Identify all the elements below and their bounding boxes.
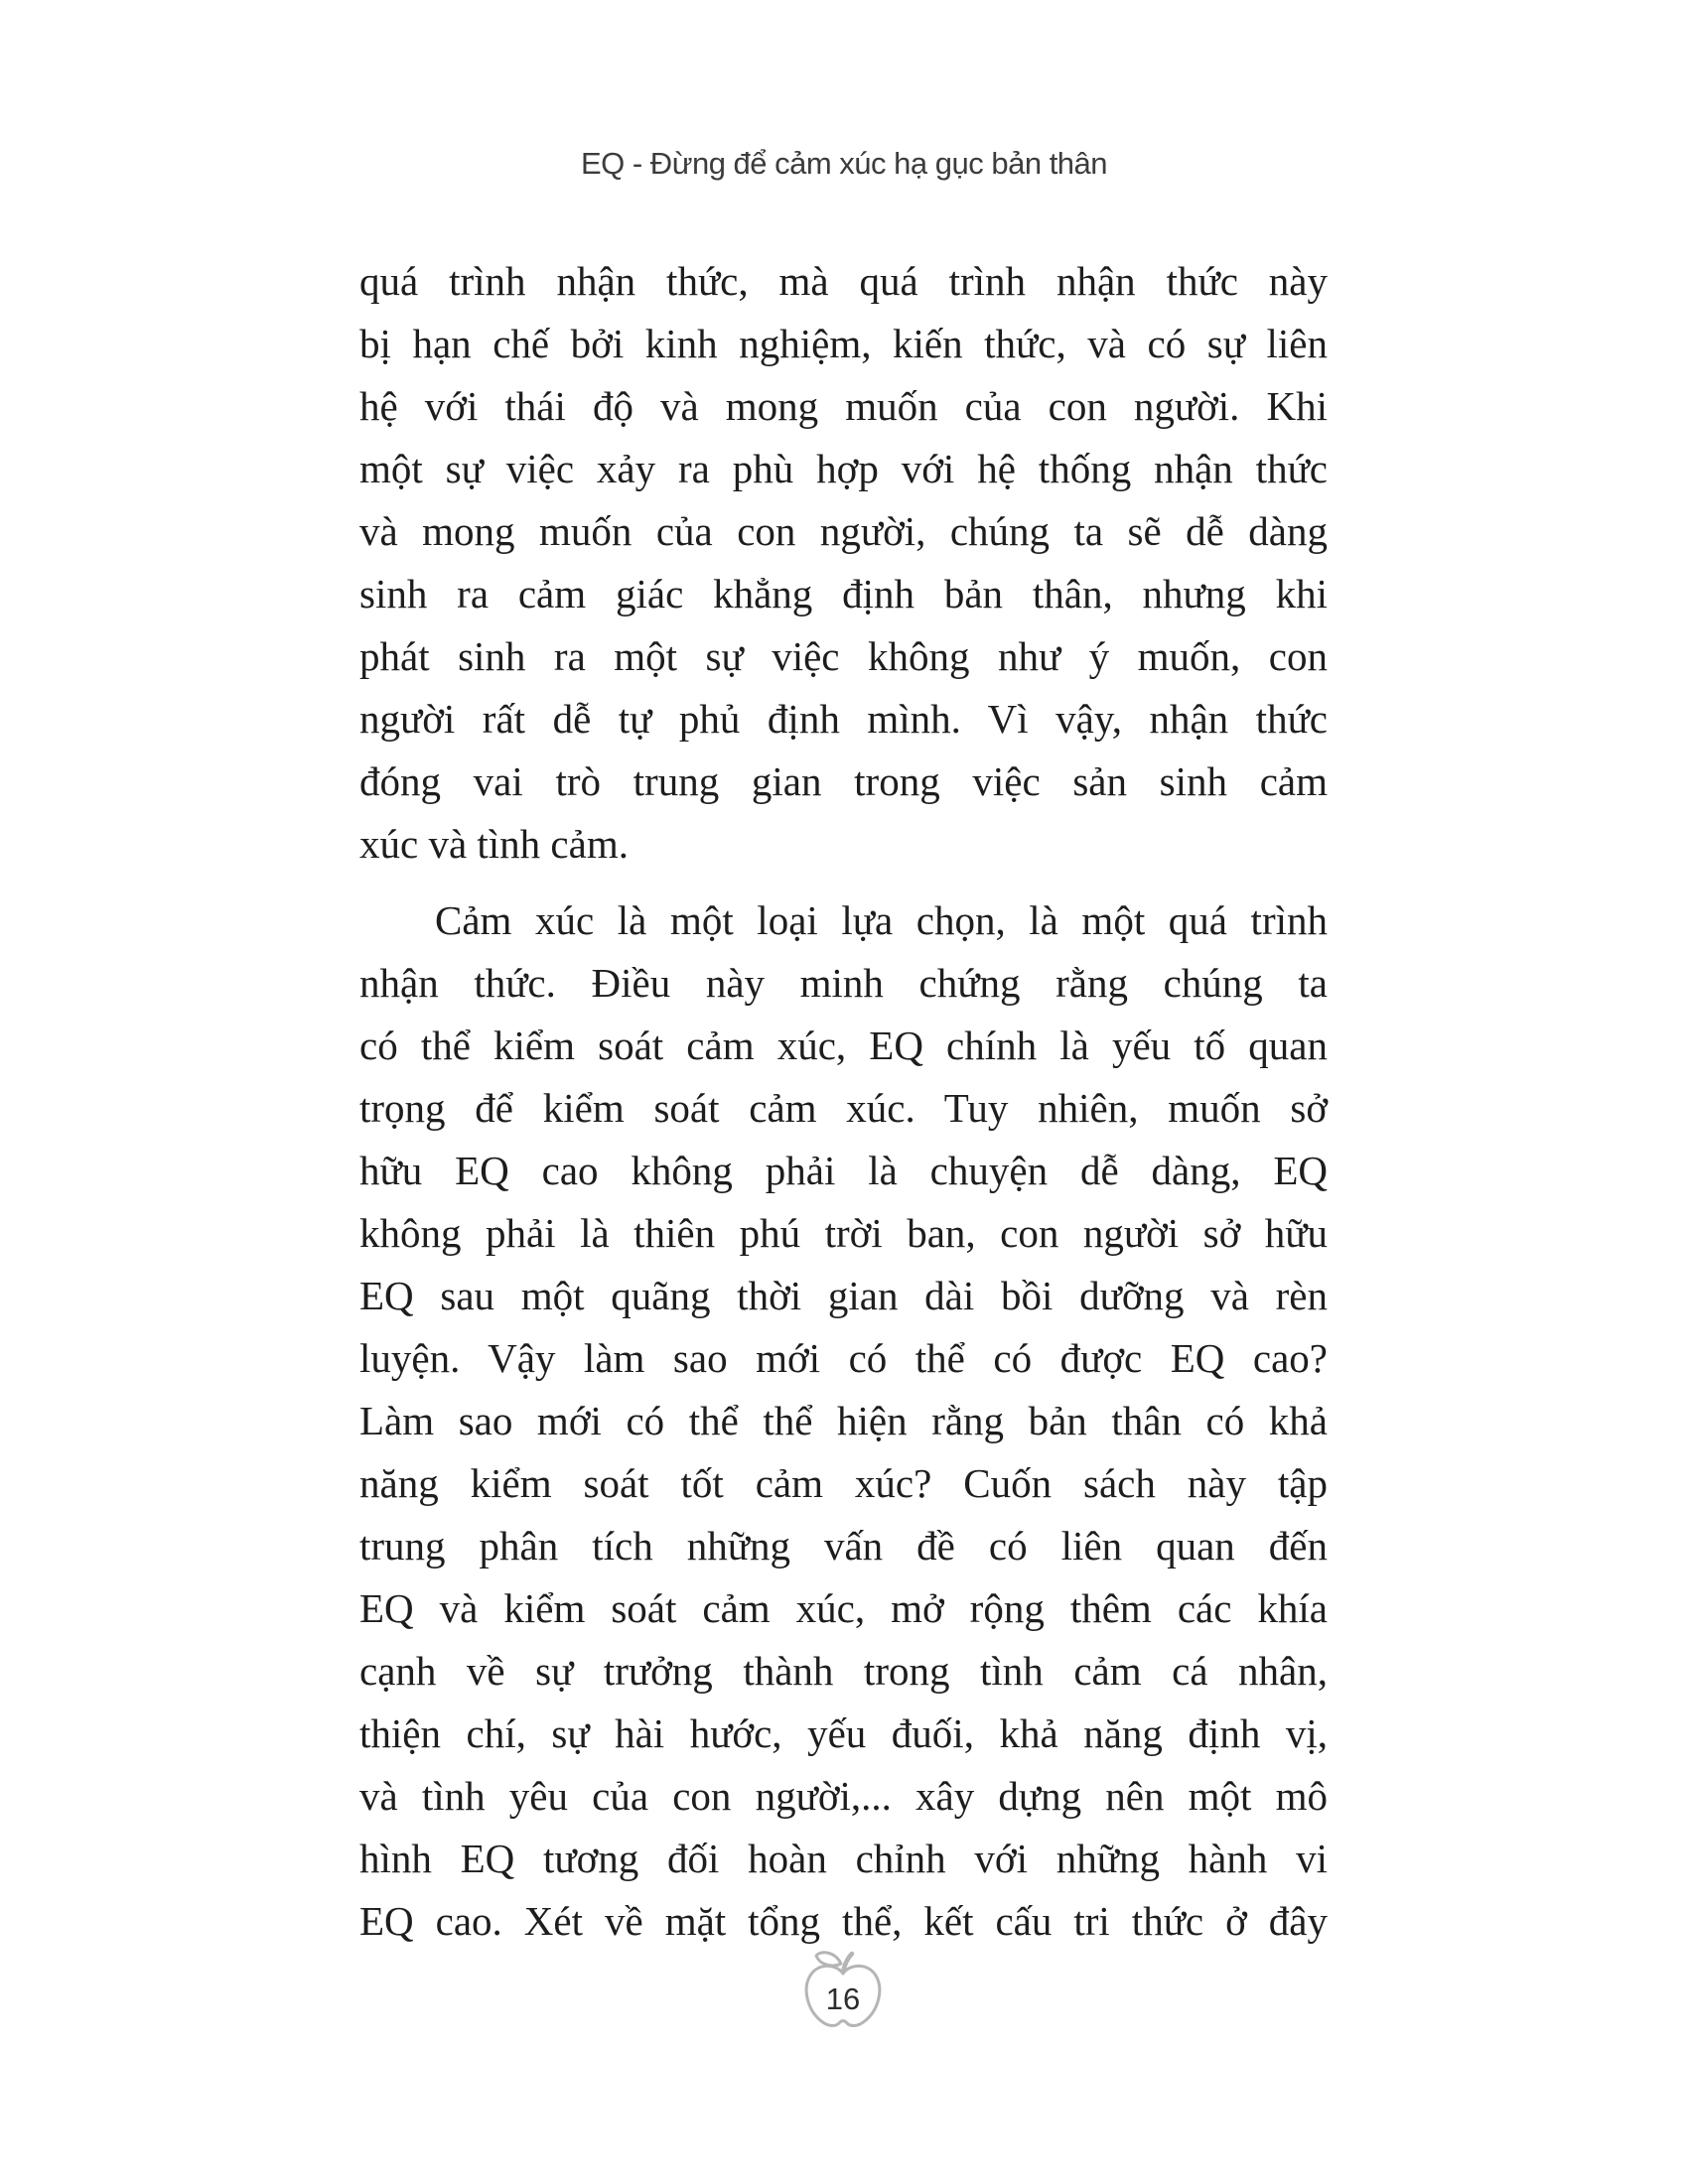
text-line: EQ cao. Xét về mặt tổng thể, kết cấu tri thức ở đây (359, 1898, 1328, 1944)
page-number-apple (797, 1948, 889, 2031)
text-line: bị hạn chế bởi kinh nghiệm, kiến thức, và có sự liên (359, 321, 1328, 366)
text-line: trọng để kiểm soát cảm xúc. Tuy nhiên, muốn sở (359, 1085, 1328, 1131)
text-line: hệ với thái độ và mong muốn của con người. Khi (359, 383, 1328, 429)
text-line: và tình yêu của con người,... xây dựng nên một mô (359, 1773, 1328, 1819)
page-number: 16 (825, 1981, 861, 2016)
text-line: luyện. Vậy làm sao mới có thể có được EQ cao? (359, 1335, 1328, 1381)
running-header: EQ - Đừng để cảm xúc hạ gục bản thân (580, 146, 1108, 181)
text-line: Cảm xúc là một loại lựa chọn, là một quá trình (435, 897, 1328, 943)
text-line: quá trình nhận thức, mà quá trình nhận thức này (359, 258, 1328, 304)
text-line: đóng vai trò trung gian trong việc sản sinh cảm (359, 758, 1328, 804)
text-line: hình EQ tương đối hoàn chỉnh với những hành vi (359, 1836, 1328, 1881)
paragraph (359, 889, 1328, 1953)
text-line: thiện chí, sự hài hước, yếu đuối, khả năng định vị, (359, 1710, 1328, 1756)
text-line: năng kiểm soát tốt cảm xúc? Cuốn sách này tập (359, 1460, 1328, 1506)
text-line: trung phân tích những vấn đề có liên quan đến (359, 1523, 1328, 1569)
text-line: có thể kiểm soát cảm xúc, EQ chính là yếu tố quan (359, 1023, 1328, 1068)
text-line: cạnh về sự trưởng thành trong tình cảm cá nhân, (359, 1648, 1328, 1694)
text-line: sinh ra cảm giác khẳng định bản thân, nhưng khi (359, 571, 1328, 616)
paragraph (359, 250, 1328, 876)
text-line: phát sinh ra một sự việc không như ý muốn, con (359, 633, 1328, 679)
text-line: một sự việc xảy ra phù hợp với hệ thống nhận thức (359, 446, 1328, 491)
text-line: Làm sao mới có thể thể hiện rằng bản thân có khả (359, 1398, 1328, 1443)
text-line: EQ và kiểm soát cảm xúc, mở rộng thêm các khía (359, 1585, 1328, 1631)
text-line: EQ sau một quãng thời gian dài bồi dưỡng và rèn (359, 1273, 1328, 1318)
text-line: không phải là thiên phú trời ban, con người sở hữu (359, 1210, 1328, 1256)
text-line: hữu EQ cao không phải là chuyện dễ dàng, EQ (359, 1148, 1328, 1193)
text-line: nhận thức. Điều này minh chứng rằng chúng ta (359, 960, 1328, 1006)
text-line: người rất dễ tự phủ định mình. Vì vậy, nhận thức (359, 696, 1328, 742)
body-text (359, 250, 1328, 1953)
text-line: xúc và tình cảm. (359, 821, 629, 867)
text-line: và mong muốn của con người, chúng ta sẽ dễ dàng (359, 508, 1328, 554)
